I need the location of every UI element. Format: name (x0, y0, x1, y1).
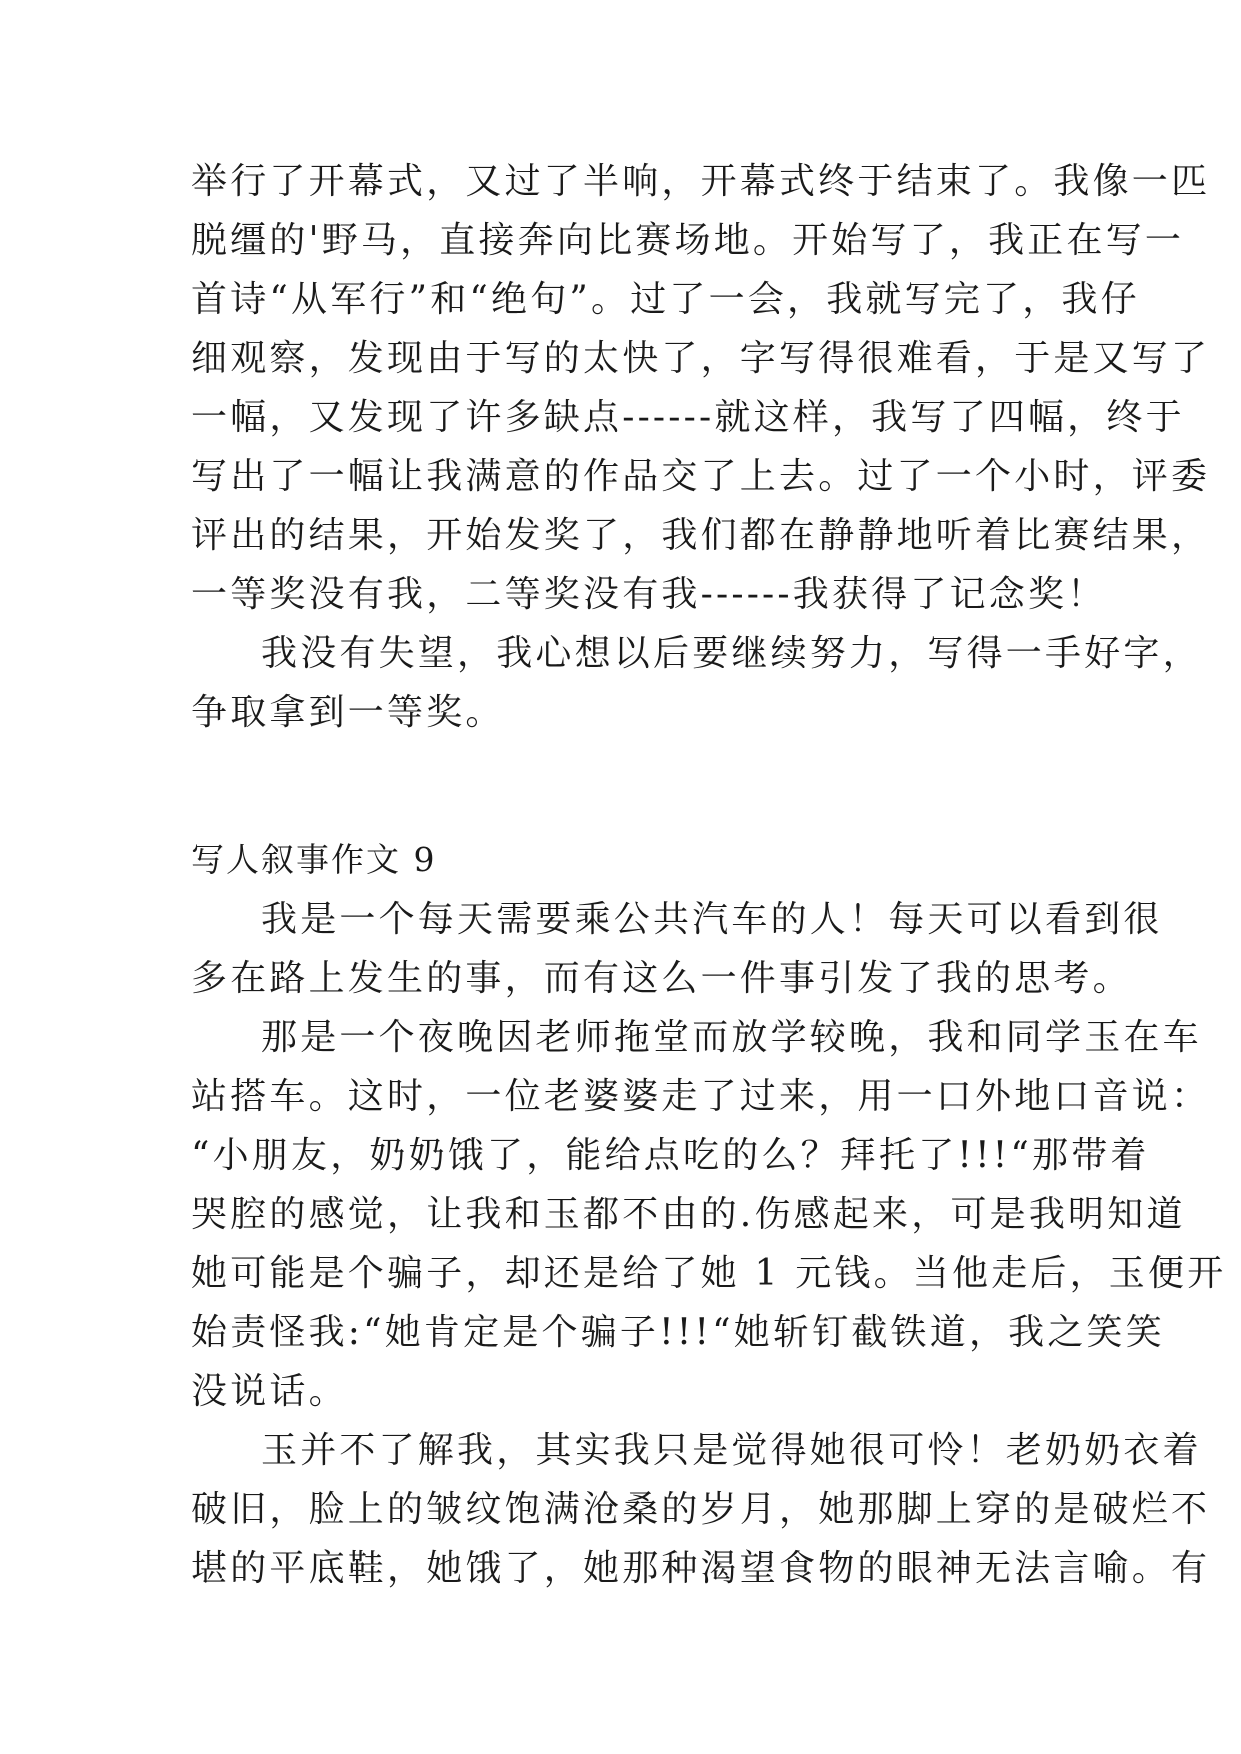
text-line: 我是一个每天需要乘公共汽车的人！每天可以看到很 (261, 899, 1163, 940)
text-line: 脱缰的'野马，直接奔向比赛场地。开始写了，我正在写一 (191, 220, 1185, 261)
paragraph-conclusion (191, 624, 1202, 742)
text-line: 举行了开幕式，又过了半响，开幕式终于结束了。我像一匹 (191, 161, 1211, 202)
text-line: 细观察，发现由于写的太快了，字写得很难看，于是又写了 (191, 338, 1211, 379)
text-line: 堪的平底鞋，她饿了，她那种渴望食物的眼神无法言喻。有 (191, 1548, 1211, 1589)
paragraph-bus-intro (191, 890, 1163, 1008)
paragraph-competition (191, 152, 1211, 624)
text-line: 始责怪我:“她肯定是个骗子!!!“她斩钉截铁道，我之笑笑 (191, 1312, 1165, 1353)
text-line: “小朋友，奶奶饿了，能给点吃的么？拜托了!!!“那带着 (191, 1135, 1150, 1176)
text-line: 写出了一幅让我满意的作品交了上去。过了一个小时，评委 (191, 456, 1211, 497)
text-line: 她可能是个骗子，却还是给了她 1 元钱。当他走后，玉便开 (191, 1253, 1227, 1294)
document-page (191, 152, 1227, 1598)
text-line: 争取拿到一等奖。 (191, 692, 505, 733)
text-line: 多在路上发生的事，而有这么一件事引发了我的思考。 (191, 958, 1132, 999)
text-line: 站搭车。这时，一位老婆婆走了过来，用一口外地口音说： (191, 1076, 1211, 1117)
section-heading: 写人叙事作文 9 (191, 840, 437, 879)
text-line: 那是一个夜晚因老师拖堂而放学较晚，我和同学玉在车 (261, 1017, 1202, 1058)
text-line: 玉并不了解我，其实我只是觉得她很可怜！老奶奶衣着 (261, 1430, 1202, 1471)
text-line: 首诗“从军行”和“绝句”。过了一会，我就写完了，我仔 (191, 279, 1140, 320)
paragraph-reflection (191, 1421, 1211, 1598)
text-line: 哭腔的感觉，让我和玉都不由的.伤感起来，可是我明知道 (191, 1194, 1186, 1235)
section-gap (191, 742, 1071, 830)
text-line: 一幅，又发现了许多缺点------就这样，我写了四幅，终于 (191, 397, 1185, 438)
text-line: 评出的结果，开始发奖了，我们都在静静地听着比赛结果， (191, 515, 1211, 556)
text-line: 我没有失望，我心想以后要继续努力，写得一手好字， (261, 633, 1202, 674)
text-line: 破旧，脸上的皱纹饱满沧桑的岁月，她那脚上穿的是破烂不 (191, 1489, 1211, 1530)
paragraph-old-woman (191, 1008, 1227, 1421)
text-line: 没说话。 (191, 1371, 348, 1412)
text-line: 一等奖没有我，二等奖没有我------我获得了记念奖！ (191, 574, 1107, 615)
